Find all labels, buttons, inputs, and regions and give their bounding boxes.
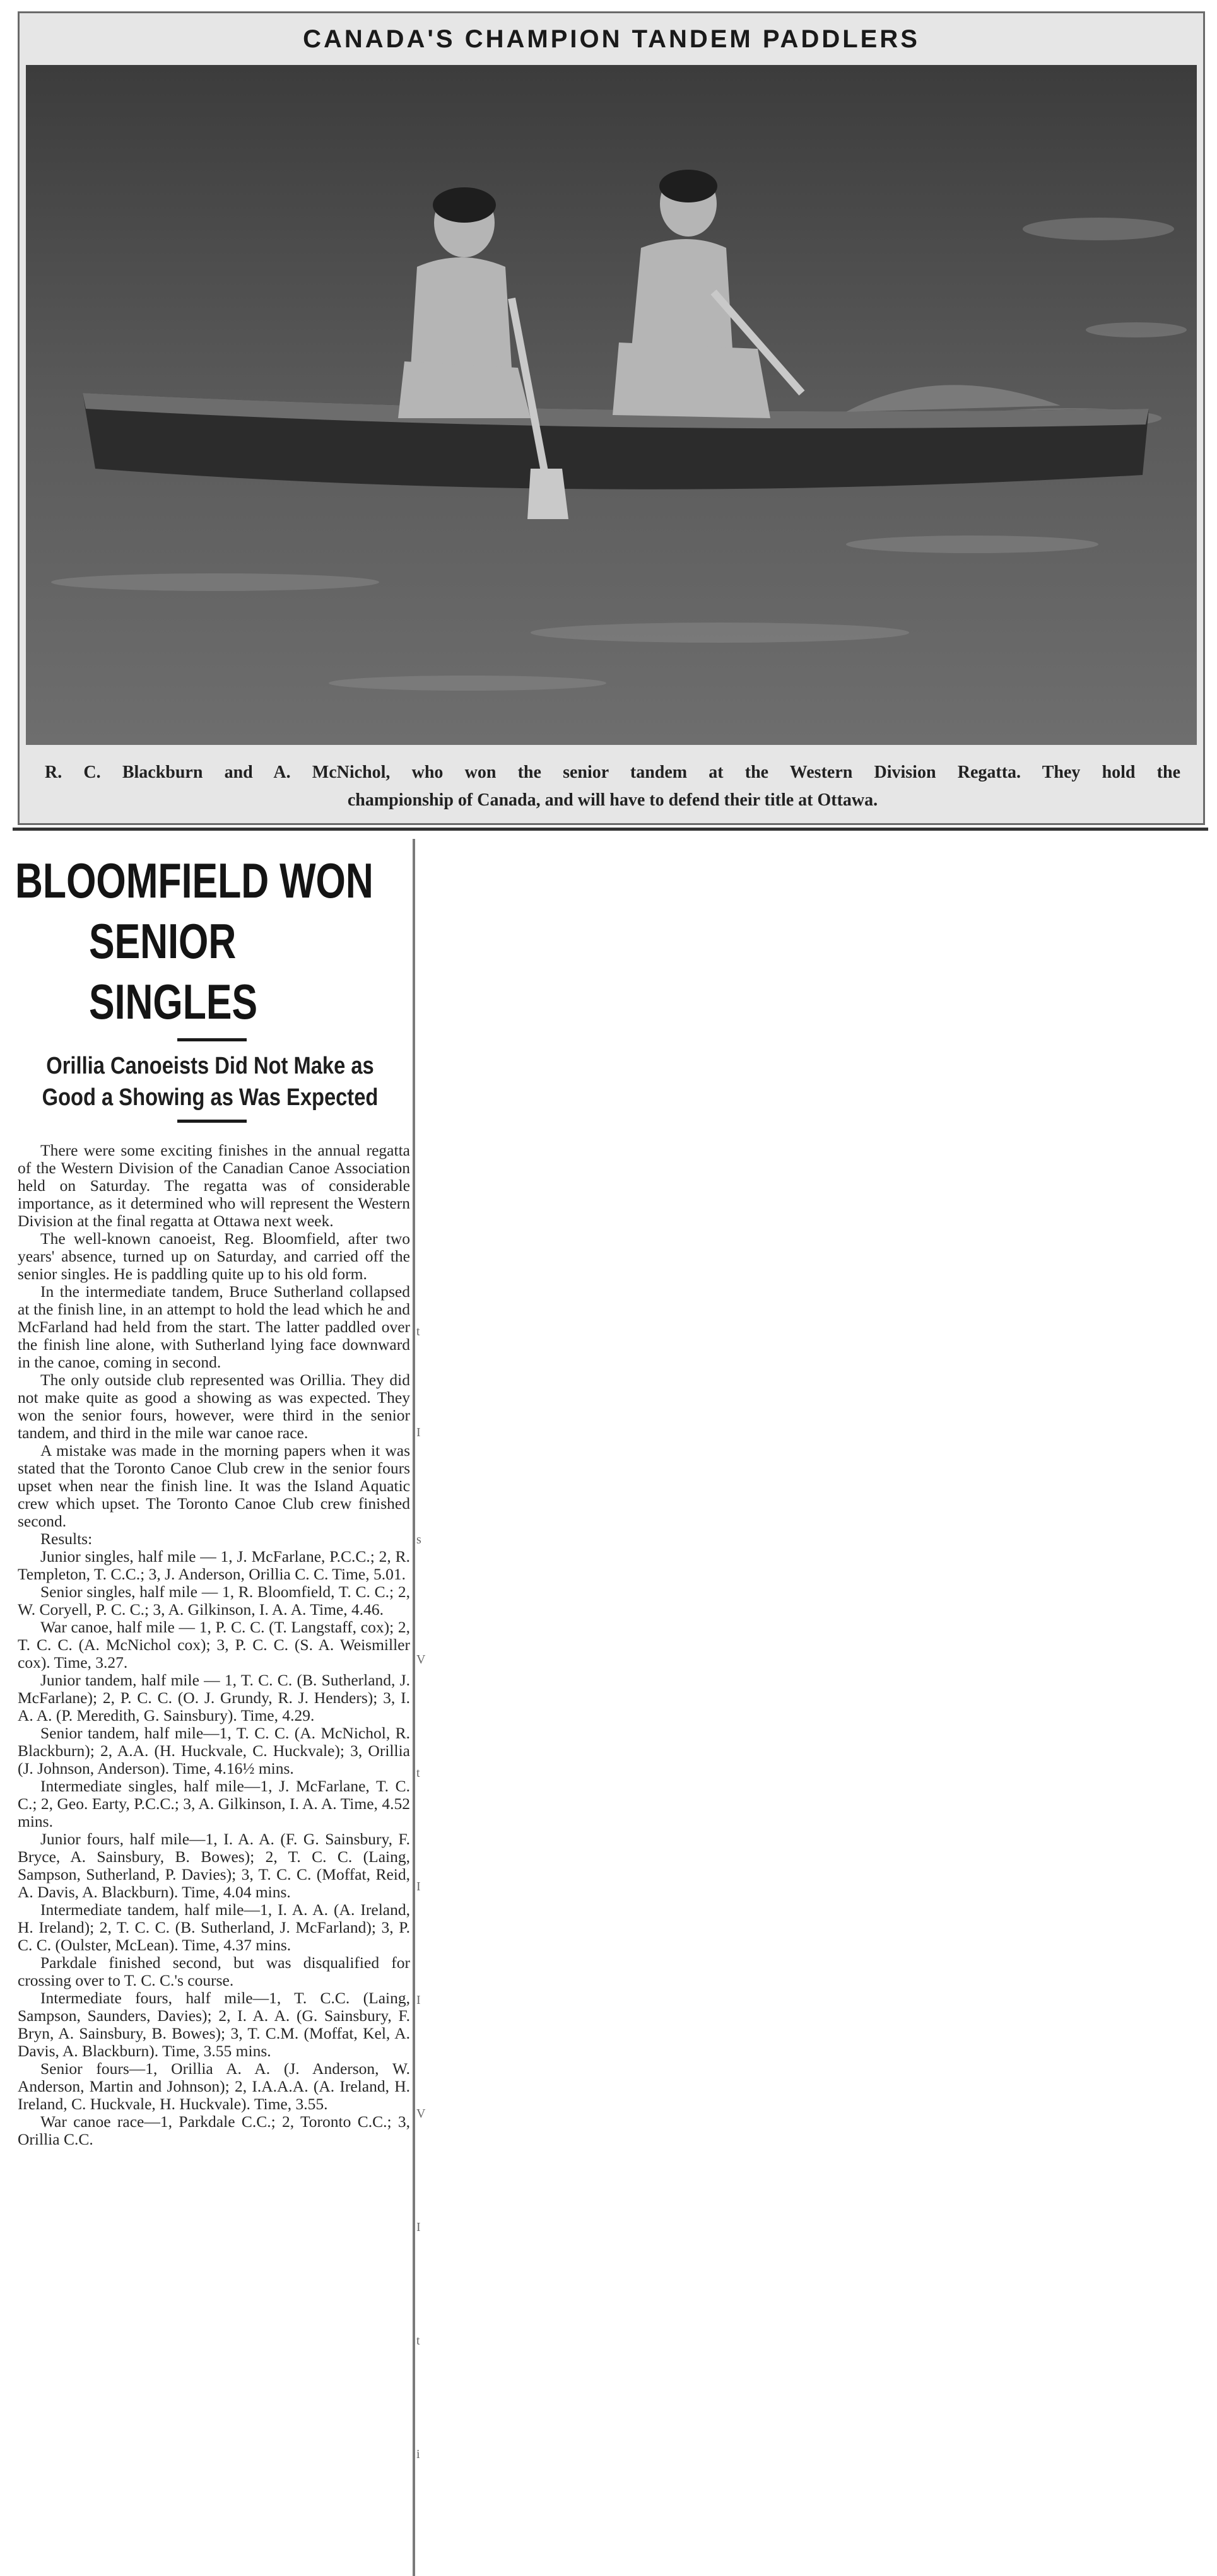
caption-line-1: R. C. Blackburn and A. McNichol, who won the senior tandem at the Western Division Regatta. They hold the [45,763,1180,782]
result-intermediate-fours: Intermediate fours, half mile—1, T. C.C. (Laing, Sampson, Saunders, Davies); 2, I. A. A. (G. Sainsbury, F. Bryn, A. Sainsbury, B. Bowes); 3, T. C.M. (Moffat, Kel, A. Davis, A. Blackburn). Time, 3.55 mins. [18,1989,410,2060]
adjacent-column-edge: t I s V t I I V I t i [416,1325,426,2461]
subhead-rule [177,1120,247,1123]
headline-rule [177,1038,247,1041]
paragraph-4: The only outside club represented was Orillia. They did not make quite as good a showing as was expected. They won the senior fours, however, were third in the senior tandem, and third in the mile war canoe race. [18,1371,410,1442]
photo-caption [45,759,1180,814]
paragraph-2: The well-known canoeist, Reg. Bloomfield, after two years' absence, turned up on Saturday, and carried off the senior singles. He is paddling quite up to his old form. [18,1229,410,1283]
paragraph-5: A mistake was made in the morning papers when it was stated that the Toronto Canoe Club crew in the senior fours upset when near the finish line. It was the Island Aquatic crew which upset. The Toronto Canoe Club crew finished second. [18,1441,410,1530]
result-war-canoe-race: War canoe race—1, Parkdale C.C.; 2, Toronto C.C.; 3, Orillia C.C. [18,2112,410,2148]
headline-line-2: SENIOR SINGLES [89,913,258,1029]
article-column [11,839,415,2576]
paragraph-1: There were some exciting finishes in the annual regatta of the Western Division of the Canadian Canoe Association held on Saturday. The regatta was of considerable importance, as it determined who will represent the Western Division at the final regatta at Ottawa next week. [18,1141,410,1230]
result-junior-fours: Junior fours, half mile—1, I. A. A. (F. G. Sainsbury, F. Bryce, A. Sainsbury, B. Bowes); 2, T. C. C. (Laing, Sampson, Sutherland, P. Davies); 3, T. C. C. (Moffat, Reid, A. Davis, A. Blackburn). Time, 4.04 mins. [18,1830,410,1901]
result-junior-tandem: Junior tandem, half mile — 1, T. C. C. (B. Sutherland, J. McFarlane); 2, P. C. C. (O. J. Grundy, R. J. Henders); 3, I. A. A. (P. Meredith, G. Sainsbury). Time, 4.29. [18,1671,410,1724]
tandem-paddlers-photo [26,65,1197,745]
caption-line-2: championship of Canada, and will have to defend their title at Ottawa. [347,790,878,810]
result-senior-tandem: Senior tandem, half mile—1, T. C. C. (A. McNichol, R. Blackburn); 2, A.A. (H. Huckvale, C. Huckvale); 3, Orillia (J. Johnson, Anderson). Time, 4.16½ mins. [18,1724,410,1777]
article-body [18,1142,410,2148]
subheadline: Orillia Canoeists Did Not Make as Good a Showing as Was Expected [42,1053,379,1111]
result-senior-fours: Senior fours—1, Orillia A. A. (J. Anderson, W. Anderson, Martin and Johnson); 2, I.A.A.A. (A. Ireland, H. Ireland, C. Huckvale, H. Huckvale). Time, 3.55. [18,2059,410,2113]
headline [15,850,404,1032]
result-intermediate-singles: Intermediate singles, half mile—1, J. McFarlane, T. C. C.; 2, Geo. Earty, P.C.C.; 3, A. Gilkinson, I. A. A. Time, 4.52 mins. [18,1777,410,1830]
photo-header: CANADA'S CHAMPION TANDEM PADDLERS [303,25,920,53]
paragraph-3: In the intermediate tandem, Bruce Sutherland collapsed at the finish line, in an attempt to hold the lead which he and McFarland had held from the start. The latter paddled over the finish line alone, with Sutherland lying face downward in the canoe, coming in second. [18,1282,410,1371]
photo-illustration [26,65,1197,745]
photo-feature [18,11,1205,825]
result-junior-singles: Junior singles, half mile — 1, J. McFarlane, P.C.C.; 2, R. Templeton, T. C.C.; 3, J. Anderson, Orillia C. C. Time, 5.01. [18,1547,410,1583]
headline-line-1: BLOOMFIELD WON [15,853,373,908]
result-war-canoe: War canoe, half mile — 1, P. C. C. (T. Langstaff, cox); 2, T. C. C. (A. McNichol cox); 3, P. C. C. (S. A. Weismiller cox). Time, 3.27. [18,1618,410,1671]
section-divider [13,828,1208,831]
result-senior-singles: Senior singles, half mile — 1, R. Bloomfield, T. C. C.; 2, W. Coryell, P. C. C.; 3, A. Gilkinson, I. A. A. Time, 4.46. [18,1583,410,1619]
result-intermediate-tandem: Intermediate tandem, half mile—1, I. A. A. (A. Ireland, H. Ireland); 2, T. C. C. (B. Sutherland, J. McFarland); 3, P. C. C. (Oulster, McLean). Time, 4.37 mins. [18,1900,410,1954]
result-parkdale-note: Parkdale finished second, but was disqualified for crossing over to T. C. C.'s course. [18,1953,410,1989]
results-label: Results: [40,1530,93,1548]
